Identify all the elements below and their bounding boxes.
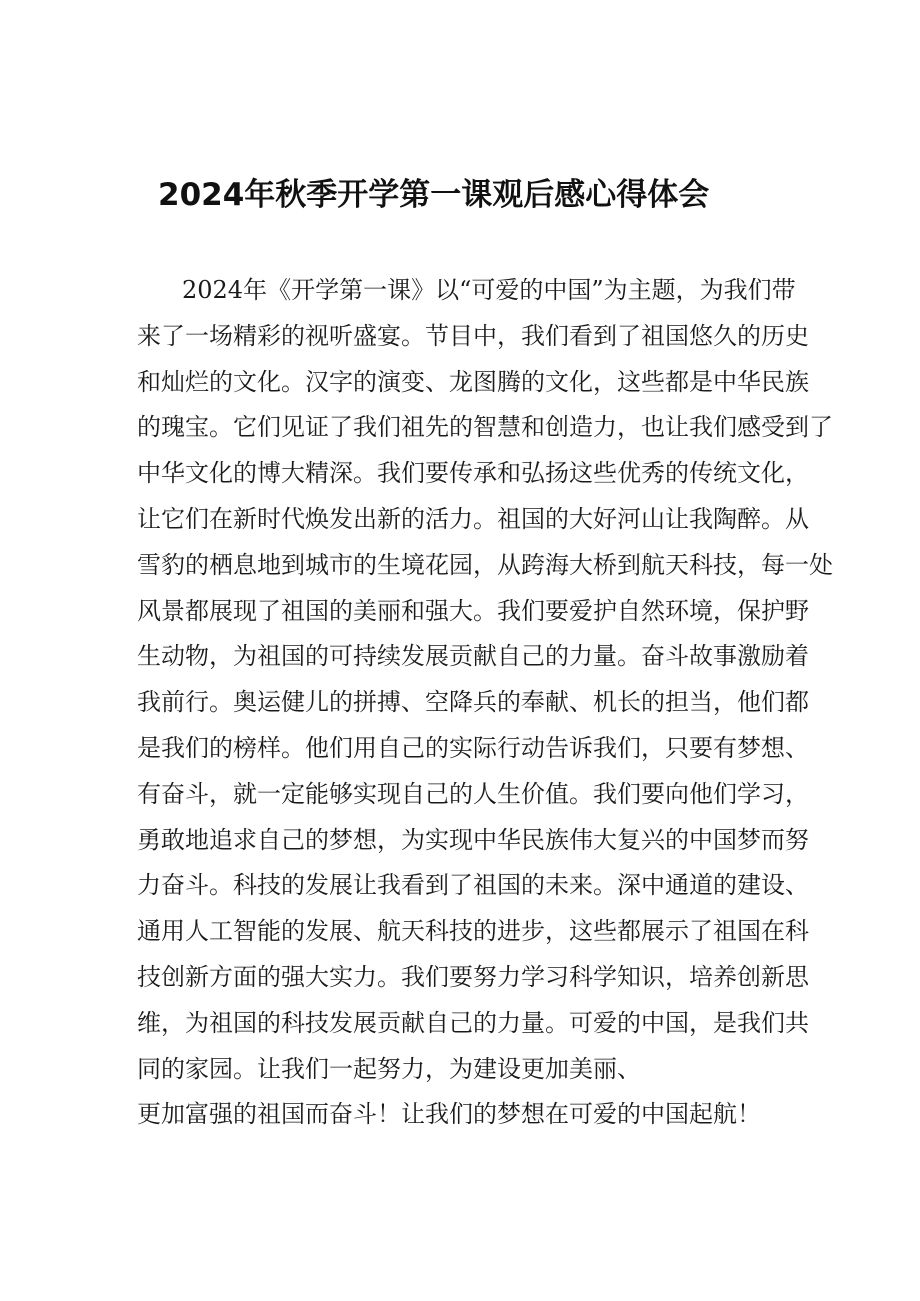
- text-line: 同的家园。让我们一起努力，为建设更加美丽、: [137, 1054, 641, 1083]
- text-line: 让它们在新时代焕发出新的活力。祖国的大好河山让我陶醉。从: [137, 504, 809, 533]
- text-line: 更加富强的祖国而奋斗！让我们的梦想在可爱的中国起航！: [137, 1100, 761, 1129]
- text-line: 我前行。奥运健儿的拼搏、空降兵的奉献、机长的担当，他们都: [137, 688, 809, 717]
- text-line: 是我们的榜样。他们用自己的实际行动告诉我们，只要有梦想、: [137, 733, 809, 762]
- text-line: 雪豹的栖息地到城市的生境花园，从跨海大桥到航天科技，每一处: [137, 550, 833, 579]
- text-line: 来了一场精彩的视听盛宴。节目中，我们看到了祖国悠久的历史: [137, 321, 809, 350]
- text-line: 力奋斗。科技的发展让我看到了祖国的未来。深中通道的建设、: [137, 871, 809, 900]
- document-title: 2024年秋季开学第一课观后感心得体会: [158, 177, 710, 213]
- text-line: 和灿烂的文化。汉字的演变、龙图腾的文化，这些都是中华民族: [137, 367, 809, 396]
- text-line: 有奋斗，就一定能够实现自己的人生价值。我们要向他们学习，: [137, 779, 809, 808]
- text-line: 风景都展现了祖国的美丽和强大。我们要爱护自然环境，保护野: [137, 596, 809, 625]
- text-line: 通用人工智能的发展、航天科技的进步，这些都展示了祖国在科: [137, 917, 809, 946]
- text-line: 生动物，为祖国的可持续发展贡献自己的力量。奋斗故事激励着: [137, 642, 809, 671]
- text-line: 2024年《开学第一课》以“可爱的中国”为主题，为我们带: [182, 276, 796, 304]
- text-line: 维，为祖国的科技发展贡献自己的力量。可爱的中国，是我们共: [137, 1008, 809, 1037]
- text-line: 技创新方面的强大实力。我们要努力学习科学知识，培养创新思: [137, 962, 809, 991]
- body-paragraph: [137, 268, 833, 1138]
- text-line: 勇敢地追求自己的梦想，为实现中华民族伟大复兴的中国梦而努: [137, 825, 809, 854]
- text-line: 的瑰宝。它们见证了我们祖先的智慧和创造力，也让我们感受到了: [137, 413, 833, 442]
- text-line: 中华文化的博大精深。我们要传承和弘扬这些优秀的传统文化，: [137, 459, 809, 488]
